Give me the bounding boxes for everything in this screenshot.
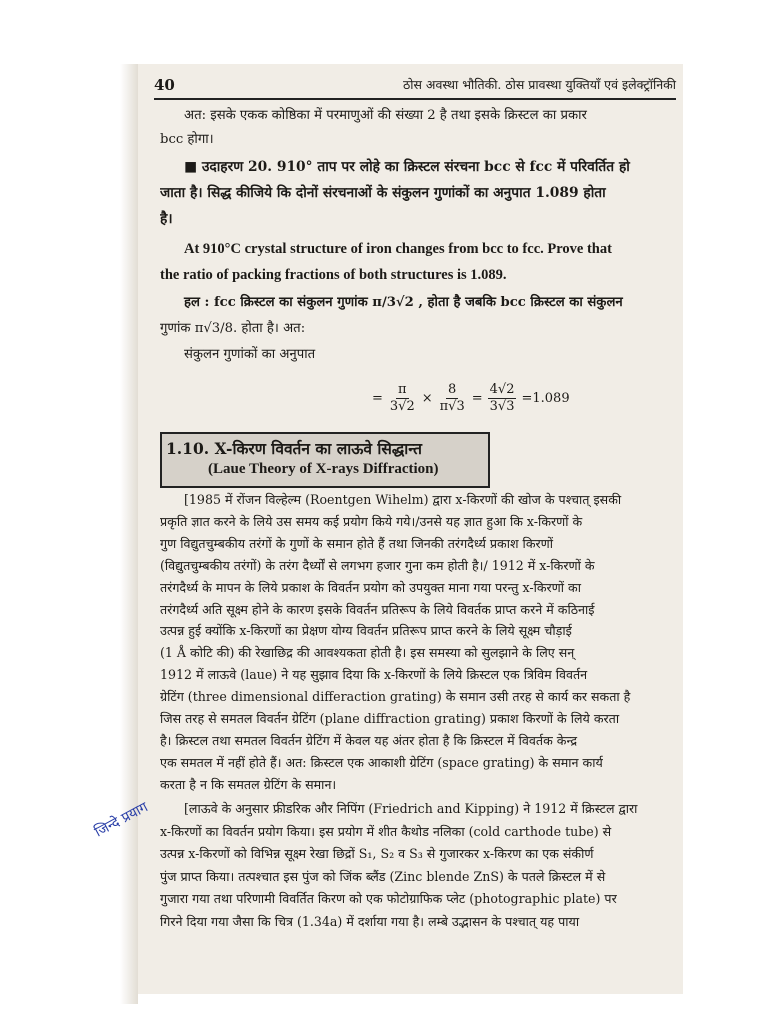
ratio-equation: = $\frac{\pi}{3√2}$ × $\frac{8}{\pi√3}$ = $\frac{4√2}{3√3}$ =1.089 <box>372 382 570 414</box>
text-line: At 910°C crystal structure of iron changes from bcc to fcc. Prove that <box>184 241 612 257</box>
page-header <box>154 74 676 100</box>
section-heading <box>160 432 490 488</box>
text-line: उत्पन्न हुई क्योंकि x-किरणों का प्रेक्षण योग्य विवर्तन प्रतिरूप प्राप्त करने के लिये सूक्ष्म चौड़ाई <box>160 623 572 639</box>
page-edge-shadow <box>120 64 138 1004</box>
laue-paragraph <box>160 489 680 796</box>
text-line: bcc होगा। <box>160 132 214 147</box>
example-english <box>160 236 676 288</box>
text-line: प्रकृति ज्ञात करने के लिये उस समय कई प्रयोग किये गये।/उनसे यह ज्ञात हुआ कि x-किरणों के <box>160 513 583 529</box>
section-title-english: (Laue Theory of X-rays Diffraction) <box>208 461 439 477</box>
fraction: $\frac{8}{\pi√3}$ <box>439 382 465 414</box>
equation-result: =1.089 <box>521 391 570 406</box>
fraction: $\frac{4√2}{3√3}$ <box>489 382 515 414</box>
example-hindi <box>160 154 676 232</box>
text-line: हल : fcc क्रिस्टल का संकुलन गुणांक π/3√2 , होता है जबकि bcc क्रिस्टल का संकुलन <box>184 295 623 310</box>
text-line: है। क्रिस्टल तथा समतल विवर्तन ग्रेटिंग में केवल यह अंतर होता है कि क्रिस्टल में विवर्तक केन्द्र <box>160 732 578 748</box>
text-line: पुंज प्राप्त किया। तत्पश्चात इस पुंज को जिंक ब्लैंड (Zinc blende ZnS) के पतले क्रिस्टल में से <box>160 868 606 884</box>
text-line: संकुलन गुणांकों का अनुपात <box>184 347 316 362</box>
section-title-hindi: 1.10. X-किरण विवर्तन का लाऊवे सिद्धान्त <box>166 439 422 458</box>
intro-text <box>160 104 676 152</box>
text-line: एक समतल में नहीं होते हैं। अत: क्रिस्टल एक आकाशी ग्रेटिंग (space grating) के समान कार्य <box>160 754 603 770</box>
text-line: तरंगदैर्ध्य के मापन के लिये प्रकाश के विवर्तन प्रयोग को उपयुक्त माना गया परन्तु x-किरणों का <box>160 579 581 595</box>
friedrich-paragraph <box>160 798 680 933</box>
text-line: गुण विद्युतचुम्बकीय तरंगों के गुणों के समान होते हैं तथा जिनकी तरंगदैर्ध्य प्रकाश किरणों <box>160 535 554 551</box>
text-line: जाता है। सिद्ध कीजिये कि दोनों संरचनाओं के संकुलन गुणांकों का अनुपात 1.089 होता <box>160 185 606 201</box>
text-line: ■ उदाहरण 20. 910° ताप पर लोहे का क्रिस्टल संरचना bcc से fcc में परिवर्तित हो <box>184 159 630 175</box>
text-line: गिरने दिया गया जैसा कि चित्र (1.34a) में दर्शाया गया है। लम्बे उद्भासन के पश्चात् यह पाया <box>160 913 580 929</box>
fraction: $\frac{\pi}{3√2}$ <box>389 382 415 414</box>
text-line: (विद्युतचुम्बकीय तरंगों) के तरंग दैर्ध्यों से लगभग हजार गुना कम होती है।/ 1912 में x-किरणों के <box>160 557 595 573</box>
text-line: उत्पन्न x-किरणों को विभिन्न सूक्ष्म रेखा छिद्रों S₁, S₂ व S₃ से गुजारकर x-किरण का एक संकीर्ण <box>160 846 594 861</box>
text-line: गुजारा गया तथा परिणामी विवर्तित किरण को एक फोटोग्राफिक प्लेट (photographic plate) पर <box>160 891 617 906</box>
text-line: 1912 में लाऊवे (laue) ने यह सुझाव दिया कि x-किरणों के लिये क्रिस्टल एक त्रिविम विवर्तन <box>160 667 588 683</box>
text-line: अत: इसके एकक कोष्ठिका में परमाणुओं की संख्या 2 है तथा इसके क्रिस्टल का प्रकार <box>184 108 587 123</box>
handwritten-note: जिन्दे प्रयाग <box>92 799 151 841</box>
text-line: गुणांक π√3/8. होता है। अत: <box>160 321 306 336</box>
text-line: तरंगदैर्ध्य अति सूक्ष्म होने के कारण इसके विवर्तन प्रतिरूप के लिये विवर्तक प्राप्त करने में कठिनाई <box>160 601 595 617</box>
text-line: जिस तरह से समतल विवर्तन ग्रेटिंग (plane diffraction grating) प्रकाश किरणों के लिये करता <box>160 711 620 727</box>
text-line: x-किरणों का विवर्तन प्रयोग किया। इस प्रयोग में शीत कैथोड नलिका (cold carthode tube) से <box>160 823 612 839</box>
solution-text <box>160 290 676 368</box>
running-title: ठोस अवस्था भौतिकी. ठोस प्रावस्था युक्तियाँ एवं इलेक्ट्रॉनिकी <box>402 77 676 92</box>
text-line: [1985 में रोंजन विल्हेल्म (Roentgen Wihelm) द्वारा x-किरणों की खोज के पश्चात् इसकी <box>184 492 622 507</box>
page-number: 40 <box>154 76 175 94</box>
text-line: ग्रेटिंग (three dimensional differaction grating) के समान उसी तरह से कार्य कर सकता है <box>160 689 631 705</box>
text-line: the ratio of packing fractions of both structures is 1.089. <box>160 267 507 283</box>
text-line: करता है न कि समतल ग्रेटिंग के समान। <box>160 776 337 792</box>
text-line: है। <box>160 211 173 227</box>
text-line: (1 Å कोटि की) की रेखाछिद्र की आवश्यकता होती है। इस समस्या को सुलझाने के लिए सन् <box>160 645 575 661</box>
text-line: [लाऊवे के अनुसार फ्रीडरिक और निपिंग (Friedrich and Kipping) ने 1912 में क्रिस्टल द्वारा <box>184 801 638 816</box>
